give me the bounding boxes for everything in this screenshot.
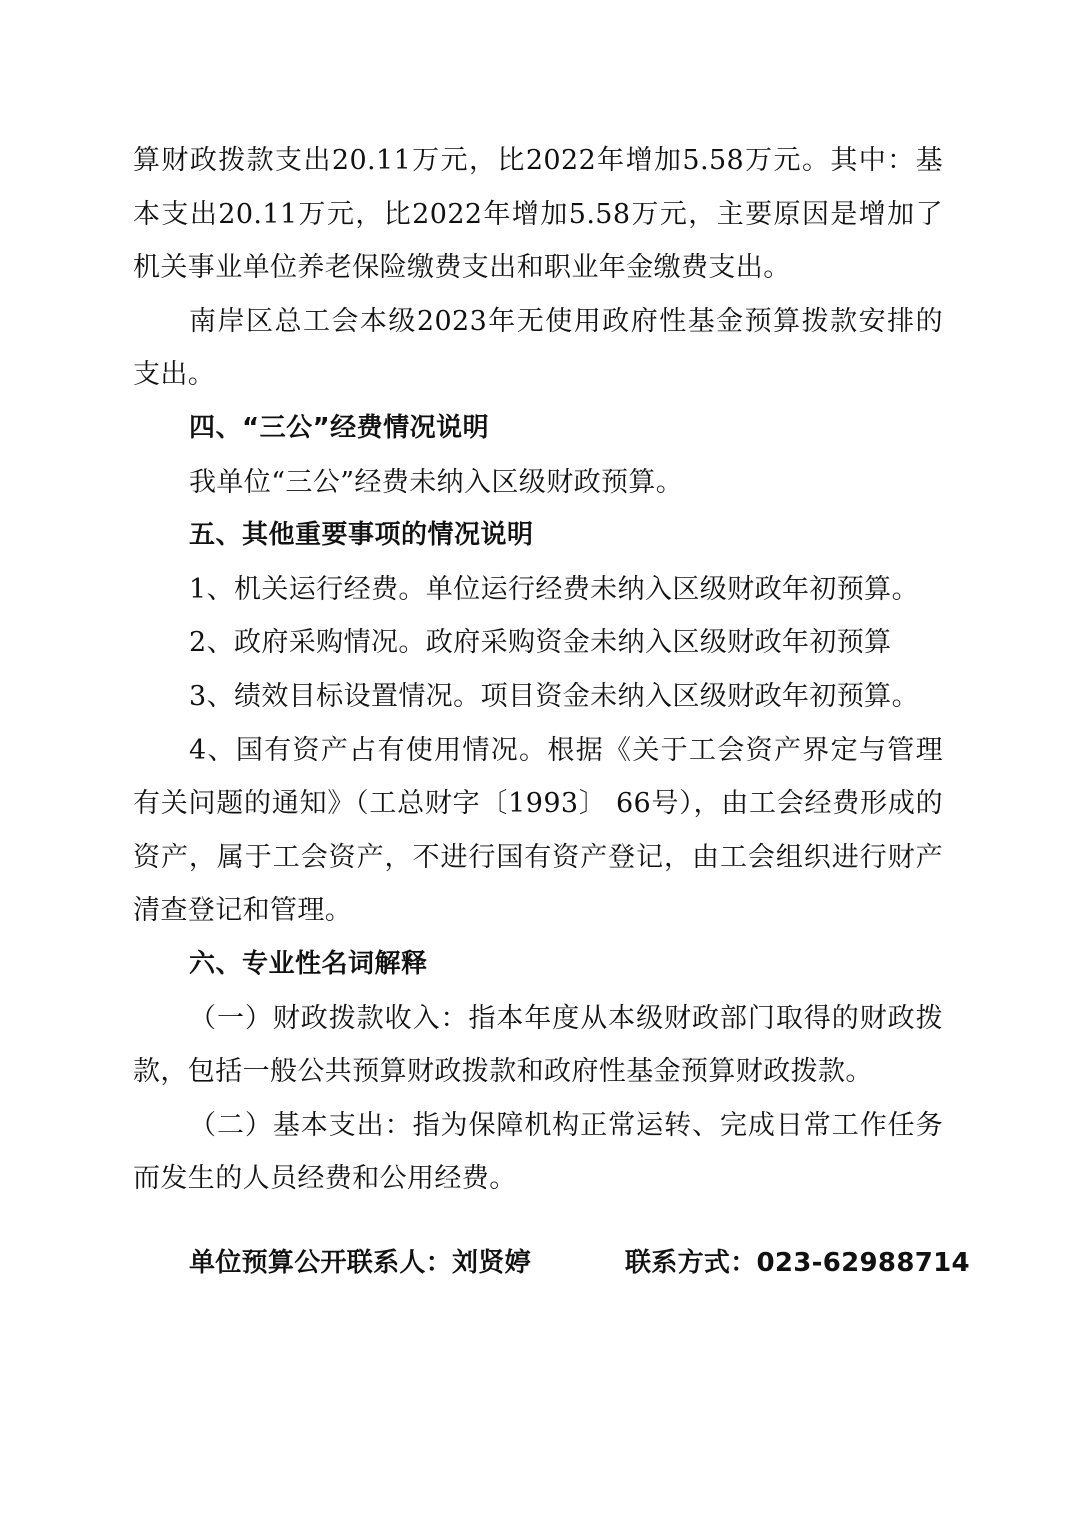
paragraph-fiscal-expenditure: 算财政拨款支出20.11万元，比2022年增加5.58万元。其中：基本支出20.11万元，比2022年增加5.58万元，主要原因是增加了机关事业单位养老保险缴费支出和职业年金缴费支出。 [133,145,943,284]
paragraph-procurement: 2、政府采购情况。政府采购资金未纳入区级财政年初预算 [189,627,892,659]
paragraph-government-fund: 南岸区总工会本级2023年无使用政府性基金预算拨款安排的支出。 [133,305,943,391]
paragraph-operating-funds: 1、机关运行经费。单位运行经费未纳入区级财政年初预算。 [189,573,919,605]
heading-terminology: 六、专业性名词解释 [189,948,428,979]
paragraph-fiscal-income-definition: （一）财政拨款收入：指本年度从本级财政部门取得的财政拨款，包括一般公共预算财政拨款和政府性基金预算财政拨款。 [133,1002,943,1088]
paragraph-state-assets: 4、国有资产占有使用情况。根据《关于工会资产界定与管理有关问题的通知》（工总财字〔1993〕 66号），由工会经费形成的资产，属于工会资产，不进行国有资产登记，由工会组织进行财产清查登记和管理。 [133,734,943,927]
contact-line [133,1236,970,1290]
heading-three-public-funds: 四、“三公”经费情况说明 [189,412,490,443]
contact-person: 单位预算公开联系人：刘贤婷 [189,1248,531,1278]
document-body [133,134,943,1206]
paragraph-performance-targets: 3、绩效目标设置情况。项目资金未纳入区级财政年初预算。 [189,680,919,712]
contact-phone: 联系方式：023-62988714 [625,1248,970,1278]
paragraph-three-public-funds: 我单位“三公”经费未纳入区级财政预算。 [189,466,684,498]
heading-other-matters: 五、其他重要事项的情况说明 [189,520,534,551]
paragraph-basic-expenditure-definition: （二）基本支出：指为保障机构正常运转、完成日常工作任务而发生的人员经费和公用经费。 [133,1109,943,1195]
